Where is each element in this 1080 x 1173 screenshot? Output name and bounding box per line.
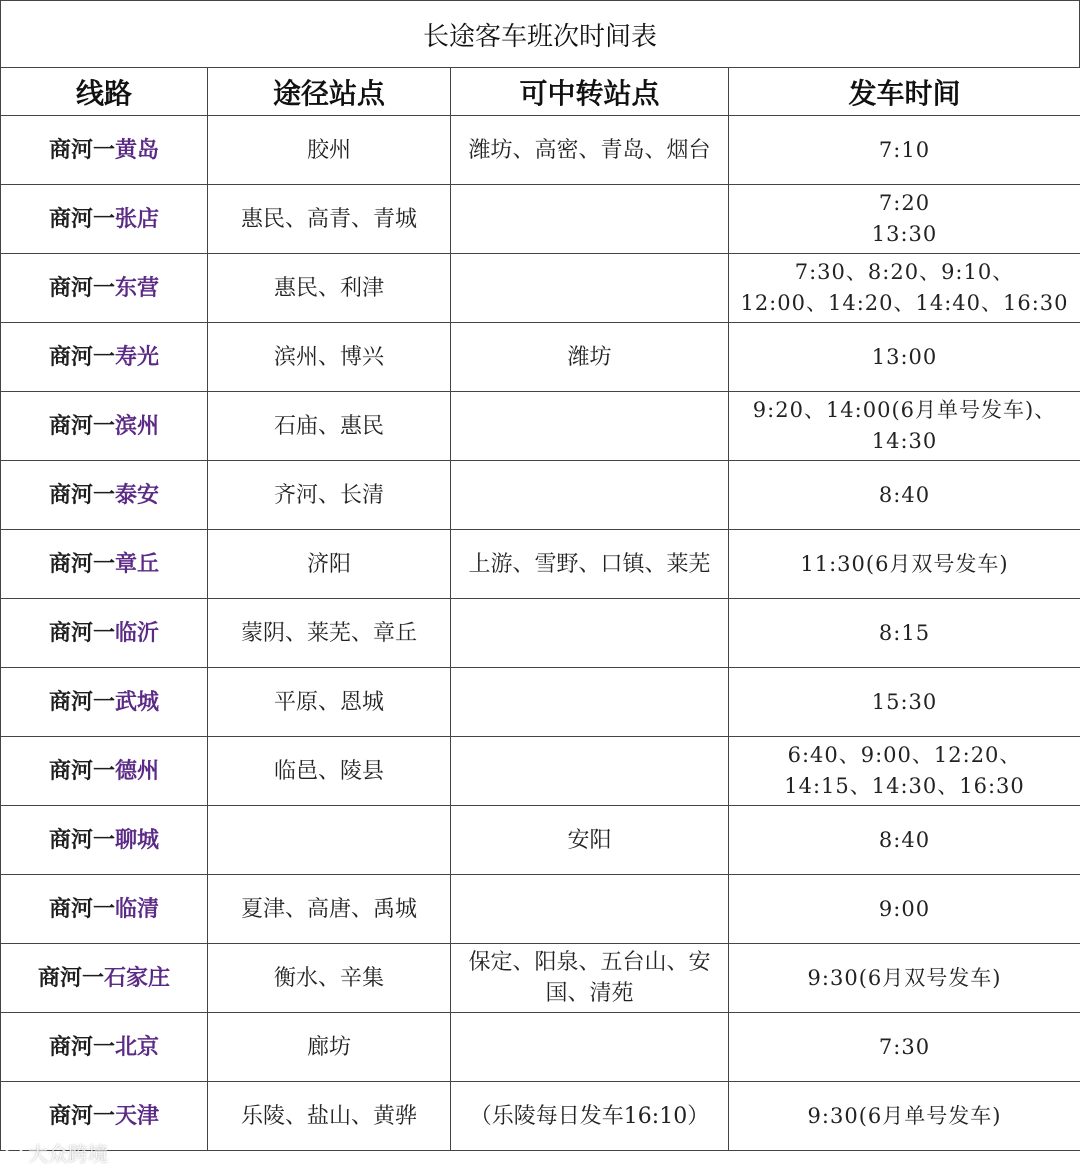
route-cell	[1, 116, 208, 185]
table-row	[1, 1013, 1080, 1082]
transfer-stations-cell: 上游、雪野、口镇、莱芜	[451, 530, 729, 599]
route-origin: 商河一	[48, 1103, 115, 1129]
route-cell	[1, 944, 208, 1013]
departure-time-line: 6:40、9:00、12:20、	[787, 743, 1022, 767]
route-origin: 商河一	[48, 413, 115, 439]
departure-time-line: 9:20、14:00(6月单号发车)、	[752, 398, 1057, 422]
header-route: 线路	[1, 68, 208, 116]
route-destination: 张店	[115, 206, 160, 232]
route-cell	[1, 806, 208, 875]
departure-time-line: 7:30	[878, 1034, 931, 1059]
departure-time-cell	[729, 116, 1080, 185]
departure-time-line: 7:30、8:20、9:10、	[794, 260, 1015, 284]
route-cell	[1, 323, 208, 392]
via-stations-cell: 惠民、利津	[208, 254, 451, 323]
route-cell	[1, 392, 208, 461]
departure-time-cell	[729, 668, 1080, 737]
route-destination: 武城	[115, 689, 160, 715]
route-cell	[1, 461, 208, 530]
route-destination: 德州	[115, 758, 160, 784]
table-row	[1, 116, 1080, 185]
header-departure-time: 发车时间	[729, 68, 1080, 116]
departure-time-line: 8:40	[878, 827, 931, 852]
via-stations-cell: 齐河、长清	[208, 461, 451, 530]
table-row	[1, 806, 1080, 875]
table-header-row	[1, 68, 1080, 116]
via-stations-cell: 济阳	[208, 530, 451, 599]
departure-time-cell	[729, 254, 1080, 323]
transfer-stations-cell	[451, 599, 729, 668]
transfer-stations-cell	[451, 461, 729, 530]
via-stations-cell: 平原、恩城	[208, 668, 451, 737]
departure-time-line: 8:40	[878, 482, 931, 507]
route-origin: 商河一	[48, 137, 115, 163]
via-stations-cell: 滨州、博兴	[208, 323, 451, 392]
route-origin: 商河一	[37, 965, 104, 991]
departure-time-cell	[729, 1013, 1080, 1082]
transfer-stations-cell: 安阳	[451, 806, 729, 875]
transfer-stations-cell	[451, 185, 729, 254]
header-via-stations: 途径站点	[208, 68, 451, 116]
route-destination: 寿光	[115, 344, 160, 370]
route-cell	[1, 185, 208, 254]
route-destination: 章丘	[115, 551, 160, 577]
via-stations-cell: 蒙阴、莱芜、章丘	[208, 599, 451, 668]
route-origin: 商河一	[48, 1034, 115, 1060]
via-stations-cell: 胶州	[208, 116, 451, 185]
departure-time-cell	[729, 461, 1080, 530]
table-row	[1, 599, 1080, 668]
departure-time-cell	[729, 323, 1080, 392]
via-stations-cell: 乐陵、盐山、黄骅	[208, 1082, 451, 1151]
route-destination: 临沂	[115, 620, 160, 646]
table-row	[1, 392, 1080, 461]
table-row	[1, 944, 1080, 1013]
route-cell	[1, 599, 208, 668]
transfer-stations-cell: （乐陵每日发车16:10）	[451, 1082, 729, 1151]
departure-time-cell	[729, 392, 1080, 461]
table-row	[1, 461, 1080, 530]
route-origin: 商河一	[48, 206, 115, 232]
transfer-stations-cell	[451, 875, 729, 944]
departure-time-cell	[729, 944, 1080, 1013]
table-row	[1, 875, 1080, 944]
via-stations-cell: 石庙、惠民	[208, 392, 451, 461]
departure-time-line: 8:15	[878, 620, 931, 645]
departure-time-line: 11:30(6月双号发车)	[800, 551, 1009, 576]
departure-time-line: 9:30(6月单号发车)	[807, 1103, 1002, 1128]
transfer-stations-cell: 潍坊	[451, 323, 729, 392]
via-stations-cell: 临邑、陵县	[208, 737, 451, 806]
route-cell	[1, 737, 208, 806]
route-origin: 商河一	[48, 827, 115, 853]
route-cell	[1, 875, 208, 944]
route-destination: 泰安	[115, 482, 160, 508]
transfer-stations-cell	[451, 392, 729, 461]
via-stations-cell: 惠民、高青、青城	[208, 185, 451, 254]
departure-time-line: 13:30	[871, 222, 938, 246]
departure-time-line: 9:30(6月双号发车)	[807, 965, 1002, 990]
transfer-stations-cell: 潍坊、高密、青岛、烟台	[451, 116, 729, 185]
transfer-stations-cell	[451, 1013, 729, 1082]
departure-time-line: 14:30	[871, 429, 938, 453]
route-origin: 商河一	[48, 620, 115, 646]
departure-time-cell	[729, 599, 1080, 668]
watermark-logo-icon	[4, 1146, 24, 1166]
departure-time-line: 14:15、14:30、16:30	[784, 774, 1025, 798]
departure-time-cell	[729, 530, 1080, 599]
via-stations-cell: 夏津、高唐、禹城	[208, 875, 451, 944]
route-origin: 商河一	[48, 896, 115, 922]
route-origin: 商河一	[48, 758, 115, 784]
watermark: 大众跨境	[4, 1138, 108, 1167]
table-row	[1, 323, 1080, 392]
departure-time-cell	[729, 806, 1080, 875]
departure-time-cell	[729, 737, 1080, 806]
table-row	[1, 668, 1080, 737]
route-origin: 商河一	[48, 551, 115, 577]
departure-time-line: 9:00	[878, 896, 931, 921]
table-row	[1, 185, 1080, 254]
via-stations-cell	[208, 806, 451, 875]
route-destination: 滨州	[115, 413, 160, 439]
route-destination: 东营	[115, 275, 160, 301]
route-destination: 聊城	[115, 827, 160, 853]
route-destination: 石家庄	[104, 965, 171, 991]
departure-time-line: 15:30	[871, 689, 938, 714]
transfer-stations-cell: 保定、阳泉、五台山、安国、清苑	[451, 944, 729, 1013]
route-destination: 天津	[115, 1103, 160, 1129]
departure-time-cell	[729, 1082, 1080, 1151]
table-row	[1, 254, 1080, 323]
route-origin: 商河一	[48, 275, 115, 301]
header-transfer-stations: 可中转站点	[451, 68, 729, 116]
route-origin: 商河一	[48, 344, 115, 370]
route-destination: 临清	[115, 896, 160, 922]
table-row	[1, 530, 1080, 599]
via-stations-cell: 衡水、辛集	[208, 944, 451, 1013]
route-cell	[1, 530, 208, 599]
route-destination: 北京	[115, 1034, 160, 1060]
route-origin: 商河一	[48, 689, 115, 715]
route-cell	[1, 1013, 208, 1082]
departure-time-line: 13:00	[871, 344, 938, 369]
route-cell	[1, 668, 208, 737]
departure-time-line: 7:20	[878, 191, 931, 215]
table-row	[1, 737, 1080, 806]
departure-time-line: 12:00、14:20、14:40、16:30	[740, 291, 1069, 315]
schedule-table	[0, 67, 1080, 1151]
route-origin: 商河一	[48, 482, 115, 508]
transfer-stations-cell	[451, 737, 729, 806]
via-stations-cell: 廊坊	[208, 1013, 451, 1082]
transfer-stations-cell	[451, 254, 729, 323]
table-row	[1, 1082, 1080, 1151]
page-title: 长途客车班次时间表	[0, 0, 1080, 68]
departure-time-cell	[729, 875, 1080, 944]
route-destination: 黄岛	[115, 137, 160, 163]
departure-time-line: 7:10	[878, 137, 931, 162]
route-cell	[1, 254, 208, 323]
departure-time-cell	[729, 185, 1080, 254]
transfer-stations-cell	[451, 668, 729, 737]
